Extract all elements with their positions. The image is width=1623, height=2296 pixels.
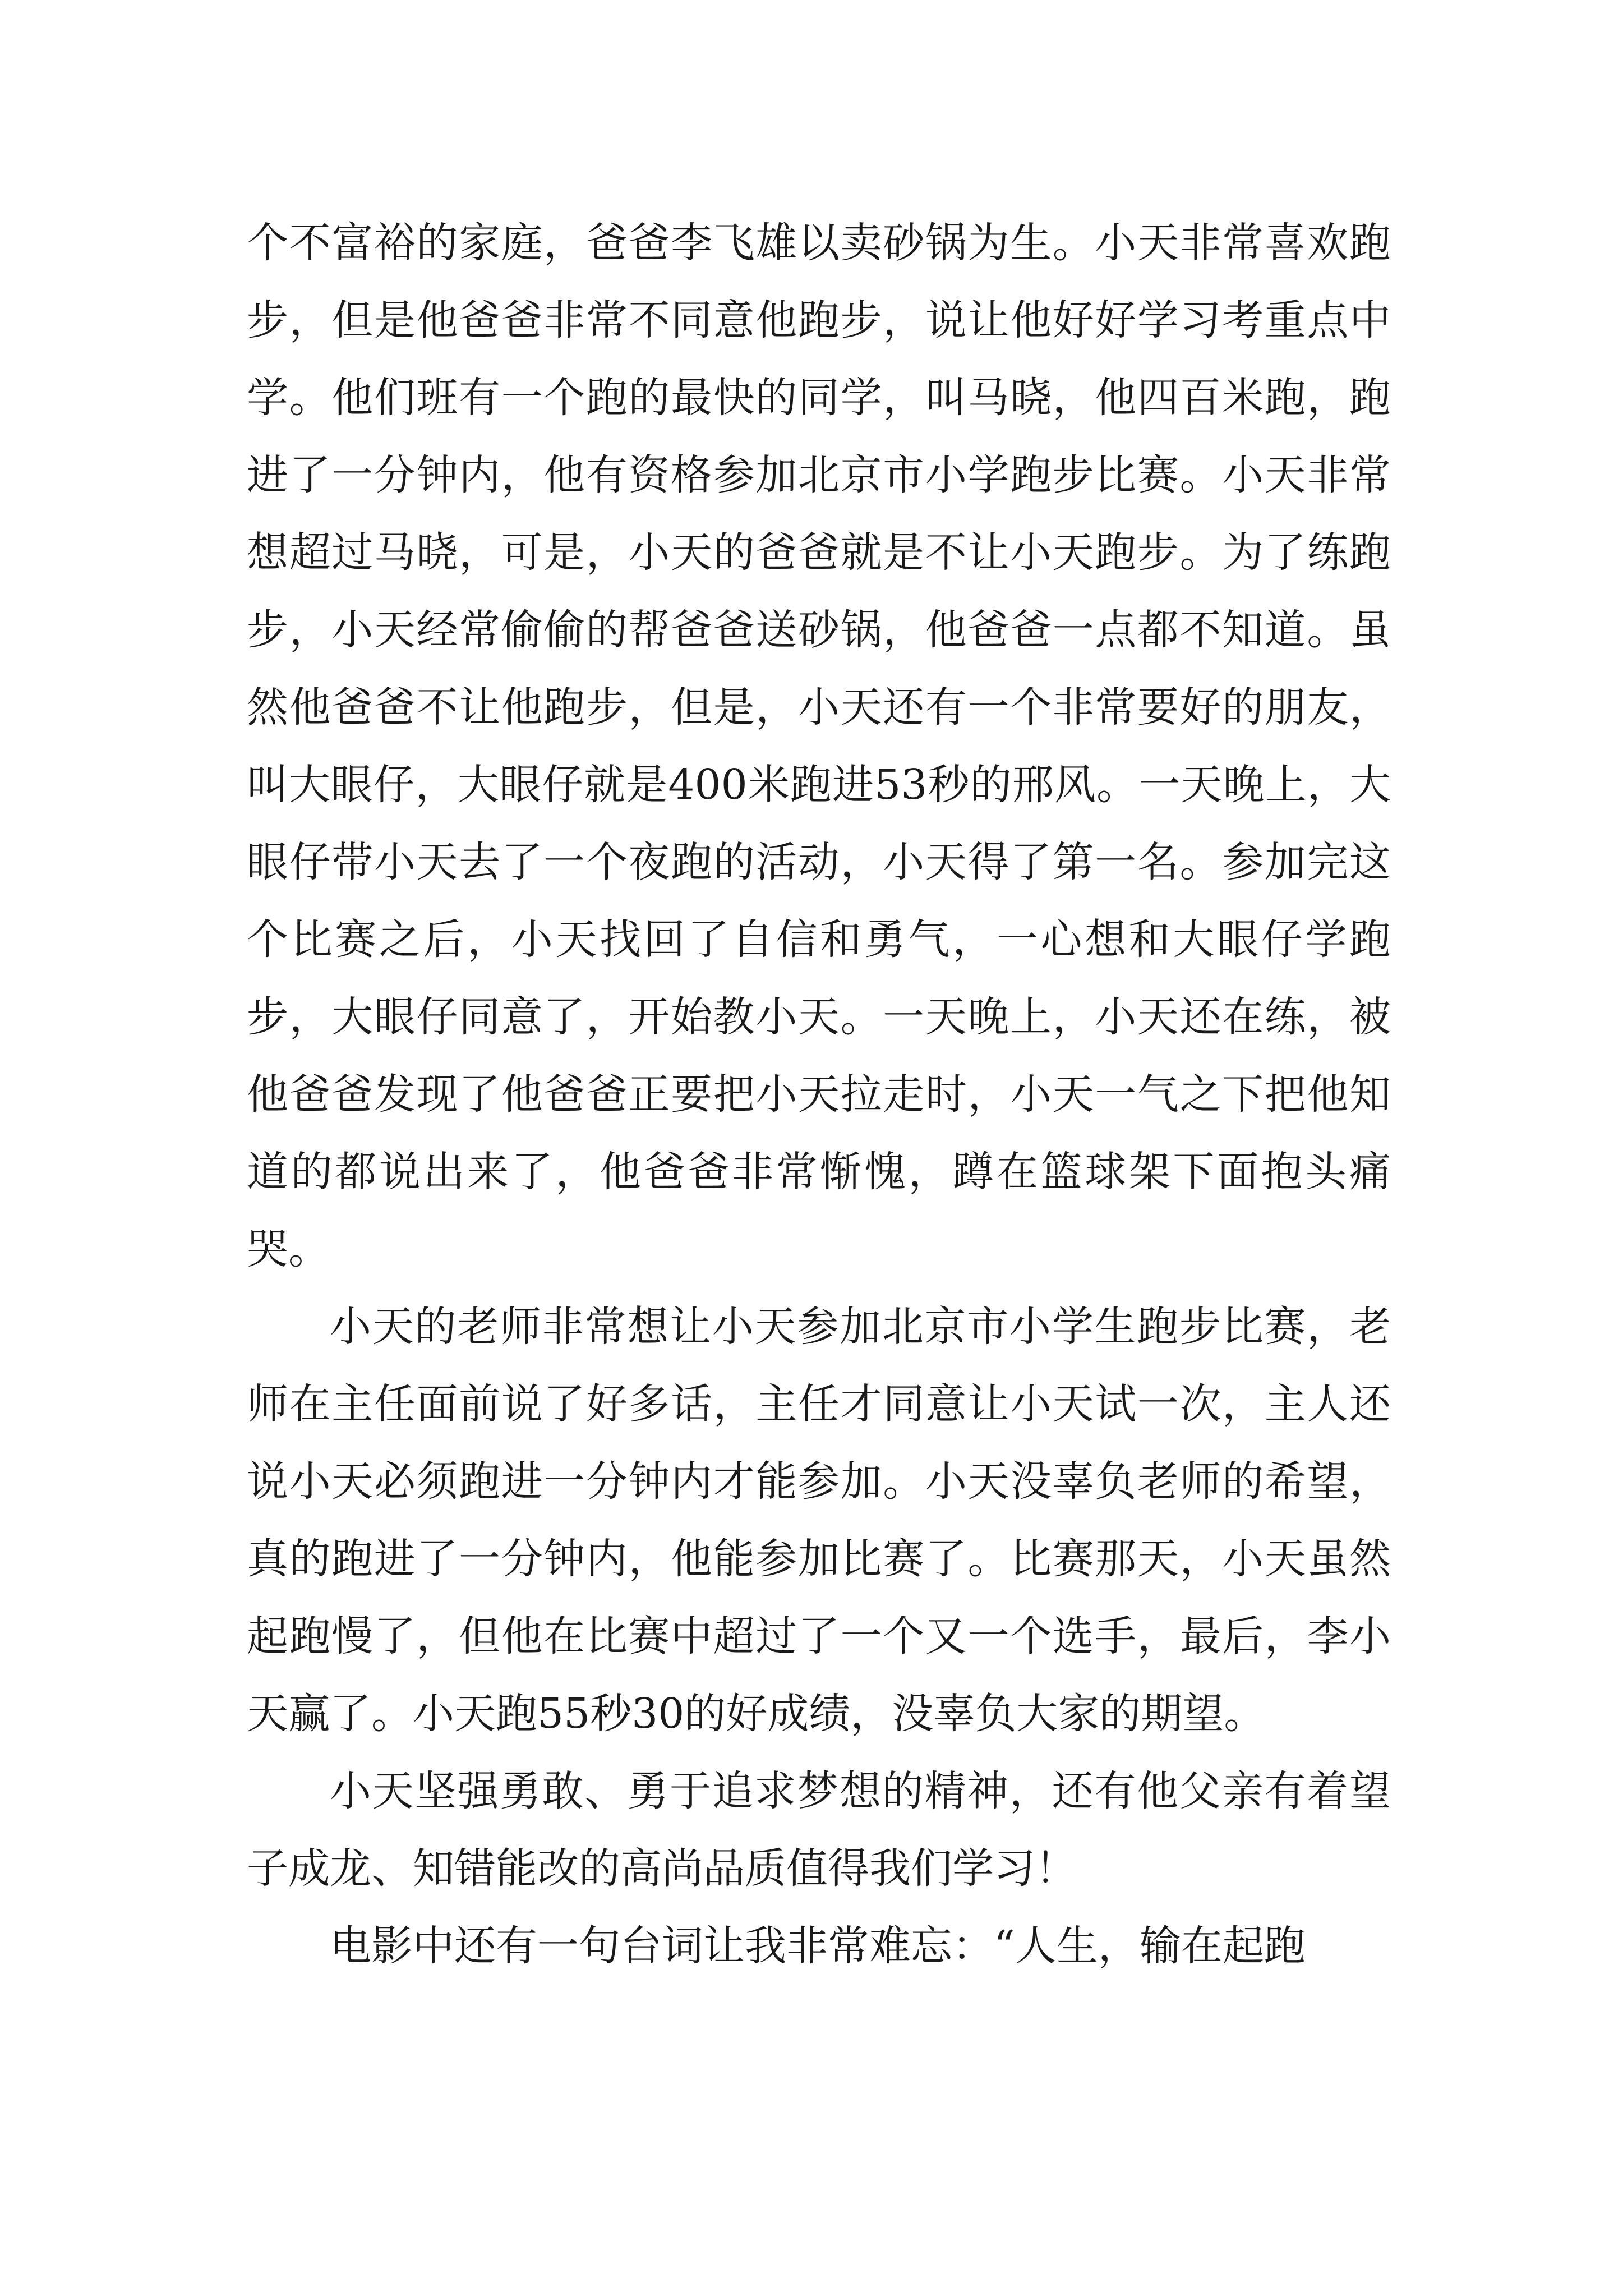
paragraph-4: 电影中还有一句台词让我非常难忘：“人生，输在起跑 xyxy=(330,1922,1306,1970)
document-body xyxy=(247,204,1391,1985)
paragraph-1: 个不富裕的家庭，爸爸李飞雄以卖砂锅为生。小天非常喜欢跑步，但是他爸爸非常不同意他跑步，说让他好好学习考重点中学。他们班有一个跑的最快的同学，叫马晓，他四百米跑，跑进了一分钟内，他有资格参加北京市小学跑步比赛。小天非常想超过马晓，可是，小天的爸爸就是不让小天跑步。为了练跑步，小天经常偷偷的帮爸爸送砂锅，他爸爸一点都不知道。虽然他爸爸不让他跑步，但是，小天还有一个非常要好的朋友，叫大眼仔，大眼仔就是400米跑进53秒的邢风。一天晚上，大眼仔带小天去了一个夜跑的活动，小天得了第一名。参加完这个比赛之后，小天找回了自信和勇气，一心想和大眼仔学跑步，大眼仔同意了，开始教小天。一天晚上，小天还在练，被他爸爸发现了他爸爸正要把小天拉走时，小天一气之下把他知道的都说出来了，他爸爸非常惭愧，蹲在篮球架下面抱头痛哭。 xyxy=(247,219,1391,1273)
paragraph-2: 小天的老师非常想让小天参加北京市小学生跑步比赛，老师在主任面前说了好多话，主任才同意让小天试一次，主人还说小天必须跑进一分钟内才能参加。小天没辜负老师的希望，真的跑进了一分钟内，他能参加比赛了。比赛那天，小天虽然起跑慢了，但他在比赛中超过了一个又一个选手，最后，李小天赢了。小天跑55秒30的好成绩，没辜负大家的期望。 xyxy=(247,1303,1391,1738)
paragraph-3: 小天坚强勇敢、勇于追求梦想的精神，还有他父亲有着望子成龙、知错能改的高尚品质值得我们学习！ xyxy=(247,1767,1391,1893)
